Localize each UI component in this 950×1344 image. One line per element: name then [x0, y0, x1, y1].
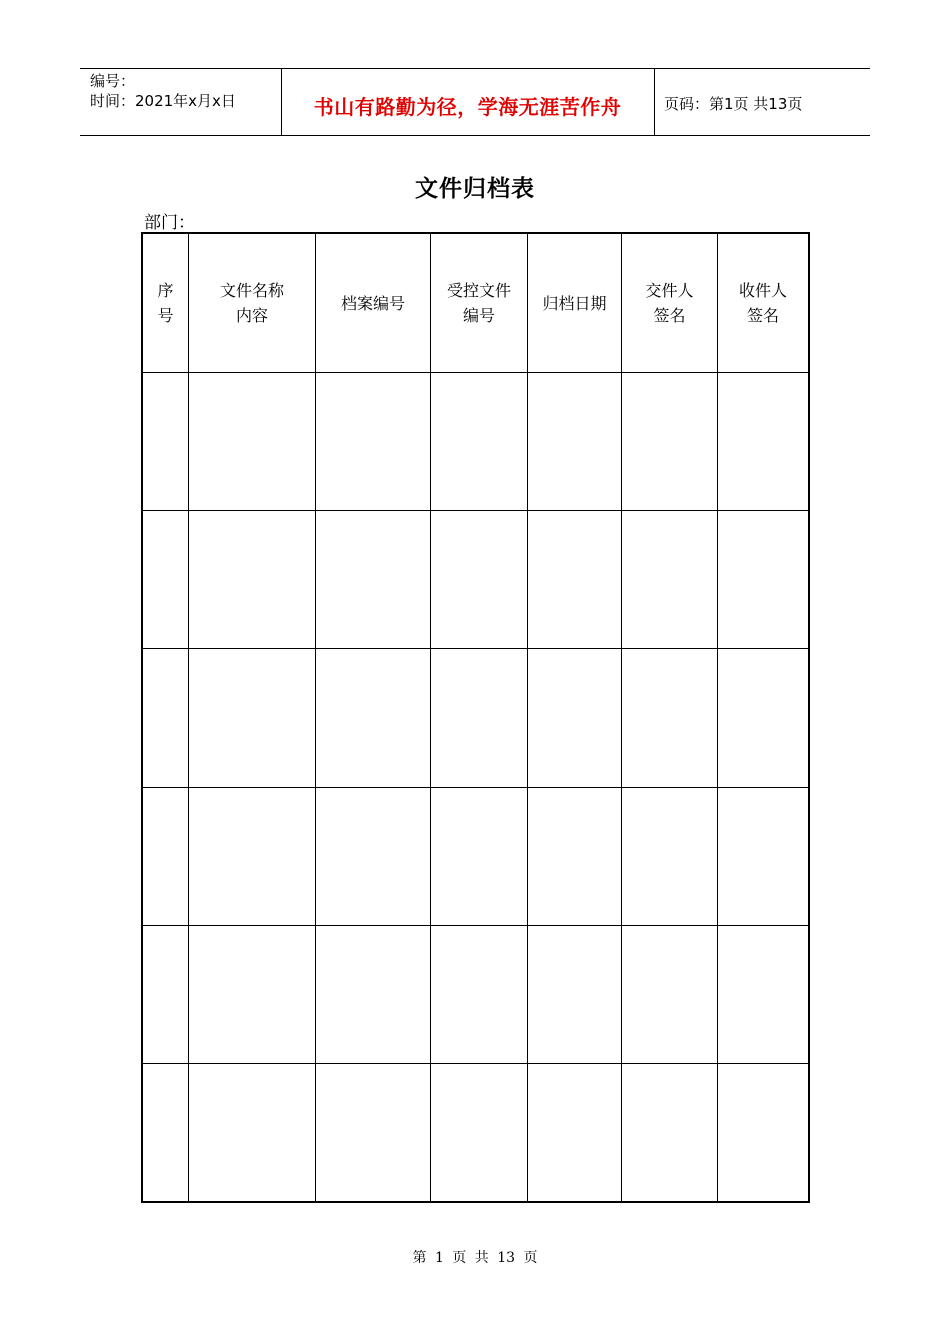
- table-cell[interactable]: [622, 373, 718, 511]
- table-cell[interactable]: [718, 925, 809, 1063]
- page-title: 文件归档表: [415, 176, 535, 202]
- table-row: [143, 649, 809, 787]
- table-cell[interactable]: [431, 373, 528, 511]
- table-cell[interactable]: [316, 649, 431, 787]
- table-cell[interactable]: [528, 787, 622, 925]
- table-cell[interactable]: [143, 649, 189, 787]
- table-cell[interactable]: [528, 649, 622, 787]
- table-cell[interactable]: [528, 373, 622, 511]
- table-cell[interactable]: [431, 925, 528, 1063]
- table-cell[interactable]: [189, 373, 316, 511]
- table-cell[interactable]: [622, 649, 718, 787]
- table-cell[interactable]: [718, 1063, 809, 1201]
- table-cell[interactable]: [718, 649, 809, 787]
- column-header-archive-number: 档案编号: [316, 234, 431, 373]
- table-cell[interactable]: [189, 1063, 316, 1201]
- table-row: [143, 925, 809, 1063]
- table-cell[interactable]: [143, 511, 189, 649]
- table-cell[interactable]: [189, 649, 316, 787]
- table-cell[interactable]: [718, 373, 809, 511]
- document-date-label: 时间：2021年x月x日: [90, 92, 236, 110]
- department-label: 部门：: [144, 213, 195, 233]
- table-row: [143, 1063, 809, 1201]
- column-header-file-name: 文件名称 内容: [189, 234, 316, 373]
- column-header-serial: 序 号: [143, 234, 189, 373]
- page-footer: 第 1 页 共 13 页: [412, 1250, 538, 1266]
- document-header: [80, 68, 870, 136]
- table-cell[interactable]: [718, 511, 809, 649]
- table-cell[interactable]: [316, 1063, 431, 1201]
- table-cell[interactable]: [431, 1063, 528, 1201]
- table-cell[interactable]: [622, 1063, 718, 1201]
- table-cell[interactable]: [189, 511, 316, 649]
- header-divider: [654, 69, 655, 136]
- table-cell[interactable]: [431, 649, 528, 787]
- table-cell[interactable]: [143, 925, 189, 1063]
- table-cell[interactable]: [431, 511, 528, 649]
- column-header-receiver-signature: 收件人 签名: [718, 234, 809, 373]
- table-cell[interactable]: [189, 925, 316, 1063]
- table-cell[interactable]: [316, 511, 431, 649]
- table-cell[interactable]: [528, 925, 622, 1063]
- table-row: [143, 787, 809, 925]
- table-cell[interactable]: [143, 1063, 189, 1201]
- header-meta: [90, 71, 236, 111]
- document-number-label: 编号：: [90, 72, 136, 90]
- table-cell[interactable]: [143, 787, 189, 925]
- column-header-submitter-signature: 交件人 签名: [622, 234, 718, 373]
- table-cell[interactable]: [622, 787, 718, 925]
- header-page-info: 页码：第1页 共13页: [664, 95, 803, 113]
- table-cell[interactable]: [431, 787, 528, 925]
- table-cell[interactable]: [189, 787, 316, 925]
- archive-table: [142, 233, 809, 1202]
- table-cell[interactable]: [316, 787, 431, 925]
- table-row: [143, 373, 809, 511]
- table-cell[interactable]: [718, 787, 809, 925]
- table-cell[interactable]: [316, 925, 431, 1063]
- column-header-archive-date: 归档日期: [528, 234, 622, 373]
- table-cell[interactable]: [143, 373, 189, 511]
- table-cell[interactable]: [622, 511, 718, 649]
- table-cell[interactable]: [528, 511, 622, 649]
- table-header-row: [143, 234, 809, 373]
- column-header-controlled-number: 受控文件 编号: [431, 234, 528, 373]
- table-cell[interactable]: [622, 925, 718, 1063]
- header-motto: 书山有路勤为径，学海无涯苦作舟: [313, 95, 622, 119]
- table-row: [143, 511, 809, 649]
- table-cell[interactable]: [316, 373, 431, 511]
- table-cell[interactable]: [528, 1063, 622, 1201]
